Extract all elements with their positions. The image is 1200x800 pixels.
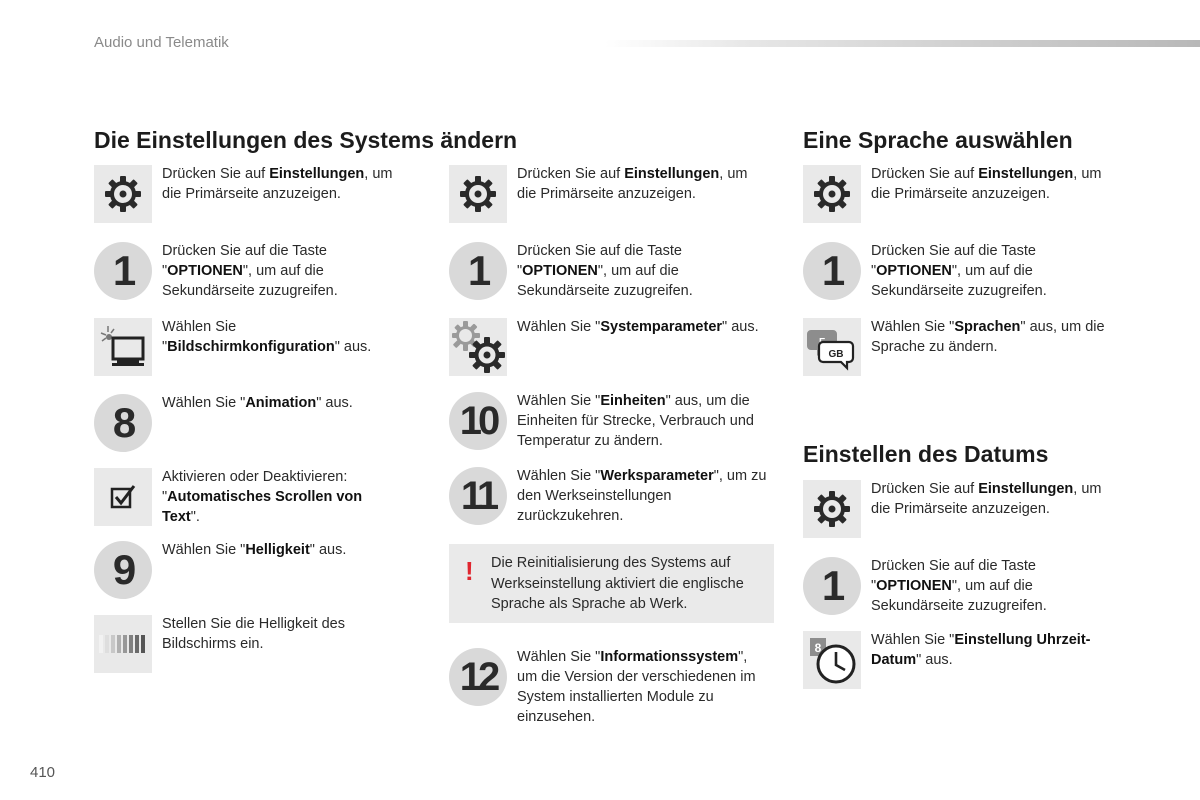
- svg-text:GB: GB: [828, 349, 844, 360]
- clock-icon: [803, 631, 861, 689]
- step-number: 1: [803, 242, 861, 300]
- gear-icon: [449, 165, 507, 223]
- screen-settings-icon: [94, 318, 152, 376]
- gear-icon: [94, 165, 152, 223]
- step-number: 8: [94, 394, 152, 452]
- heading-select-language: Eine Sprache auswählen: [803, 127, 1073, 153]
- language-icon: [803, 318, 861, 376]
- checkbox-icon: [94, 468, 152, 526]
- page-number: 410: [30, 764, 56, 781]
- notice-text: Die Reinitialisierung des Systems auf Werkseinstellung aktiviert die englische Sprache als Sprache ab Werk.: [491, 555, 744, 612]
- warning-notice: [449, 544, 774, 623]
- step-number: 12: [449, 648, 507, 706]
- section-title: Audio und Telematik: [94, 34, 229, 51]
- heading-set-date: Einstellen des Datums: [803, 441, 1049, 467]
- brightness-icon: [94, 615, 152, 673]
- warning-icon: !: [465, 556, 474, 586]
- svg-text:8: 8: [814, 641, 822, 655]
- gear-icon: [803, 165, 861, 223]
- step-number: 1: [94, 242, 152, 300]
- gears-icon: [449, 318, 507, 376]
- step-number: 1: [449, 242, 507, 300]
- gear-icon: [803, 480, 861, 538]
- step-number: 11: [449, 467, 507, 525]
- step-number: 1: [803, 557, 861, 615]
- heading-system-settings: Die Einstellungen des Systems ändern: [94, 127, 518, 153]
- step-number: 10: [449, 392, 507, 450]
- header-bar: [605, 40, 1200, 47]
- step-number: 9: [94, 541, 152, 599]
